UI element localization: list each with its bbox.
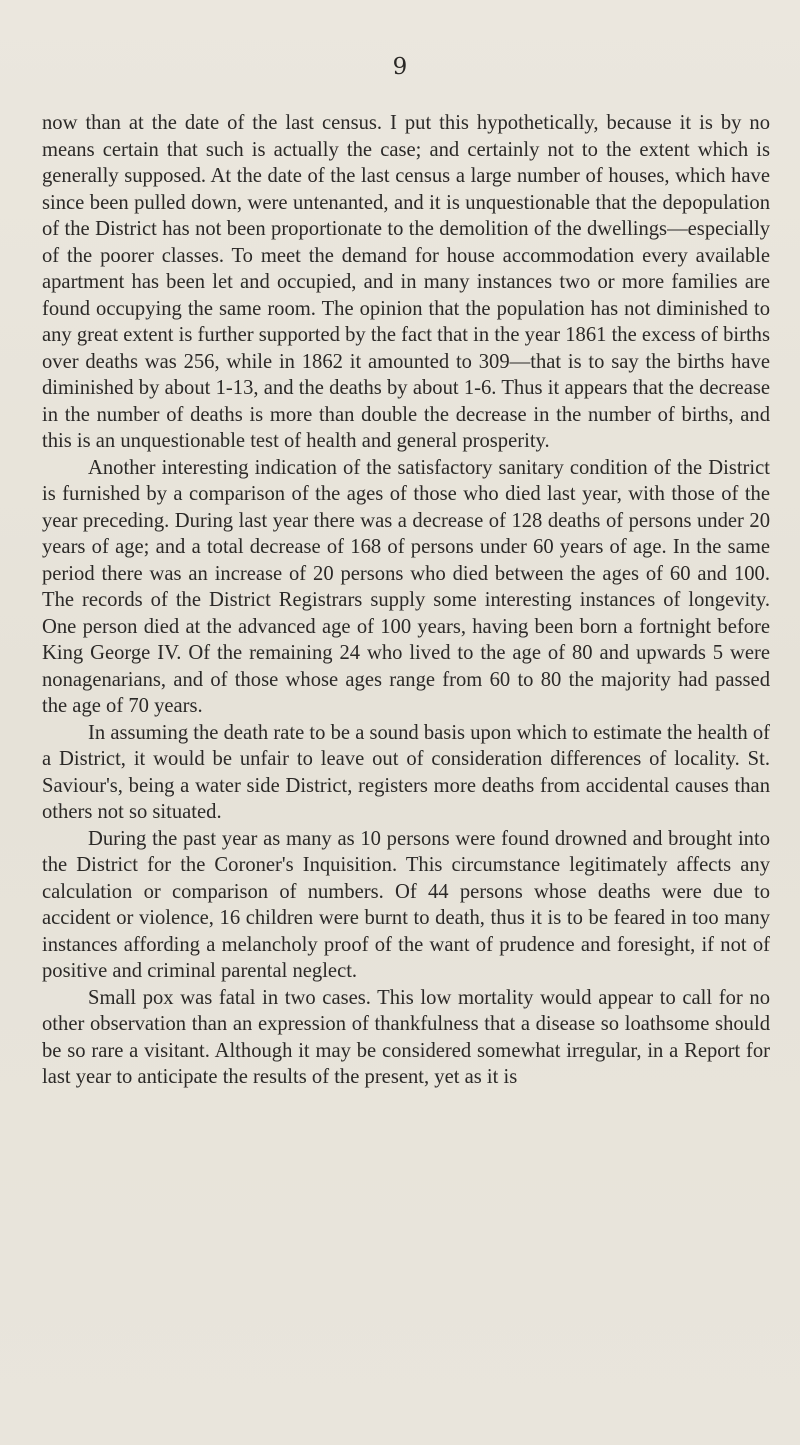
body-text bbox=[42, 110, 770, 1091]
paragraph-death-rate-locality: In assuming the death rate to be a sound basis upon which to estimate the health of a District, it would be unfair to leave out of consideration differences of locality. St. Saviour's, being a water side District, registers more deaths from accidental causes than others not so situated. bbox=[42, 721, 770, 823]
paragraph-small-pox: Small pox was fatal in two cases. This low mortality would appear to call for no other observation than an expression of thankfulness that a disease so loathsome should be so rare a visitant. Although it may be considered somewhat irregular, in a Report for last year to anticipate the results of the present, yet as it is bbox=[42, 986, 770, 1088]
paragraph-census: now than at the date of the last census. I put this hypothetically, because it is by no means certain that such is actually the case; and certainly not to the extent which is generally supposed. At the date of the last census a large number of houses, which have since been pulled down, were untenanted, and it is unquestionable that the depopulation of the District has not been proportionate to the demolition of the dwellings—especially of the poorer classes. To meet the demand for house accommodation every available apartment has been let and occupied, and in many instances two or more families are found occupying the same room. The opinion that the population has not diminished to any great extent is further supported by the fact that in the year 1861 the excess of births over deaths was 256, while in 1862 it amounted to 309—that is to say the births have diminished by about 1-13, and the deaths by about 1-6. Thus it appears that the decrease in the number of deaths is more than double the decrease in the number of births, and this is an unquestionable test of health and general prosperity. bbox=[42, 112, 770, 452]
paragraph-sanitary-condition: Another interesting indication of the satisfactory sanitary condition of the District is furnished by a comparison of the ages of those who died last year, with those of the year preceding. During last year there was a decrease of 128 deaths of persons under 20 years of age; and a total decrease of 168 of persons under 60 years of age. In the same period there was an increase of 20 persons who died between the ages of 60 and 100. The records of the District Registrars supply some interesting instances of longevity. One person died at the advanced age of 100 years, having been born a fortnight before King George IV. Of the remaining 24 who lived to the age of 80 and upwards 5 were nonagenarians, and of those whose ages range from 60 to 80 the majority had passed the age of 70 years. bbox=[42, 456, 770, 717]
page-number: 9 bbox=[392, 54, 408, 80]
paragraph-accidental-deaths: During the past year as many as 10 persons were found drowned and brought into the District for the Coroner's Inquisition. This circumstance legitimately affects any calculation or comparison of numbers. Of 44 persons whose deaths were due to accident or violence, 16 children were burnt to death, thus it is to be feared in too many instances affording a melancholy proof of the want of prudence and foresight, if not of positive and criminal parental neglect. bbox=[42, 827, 770, 982]
